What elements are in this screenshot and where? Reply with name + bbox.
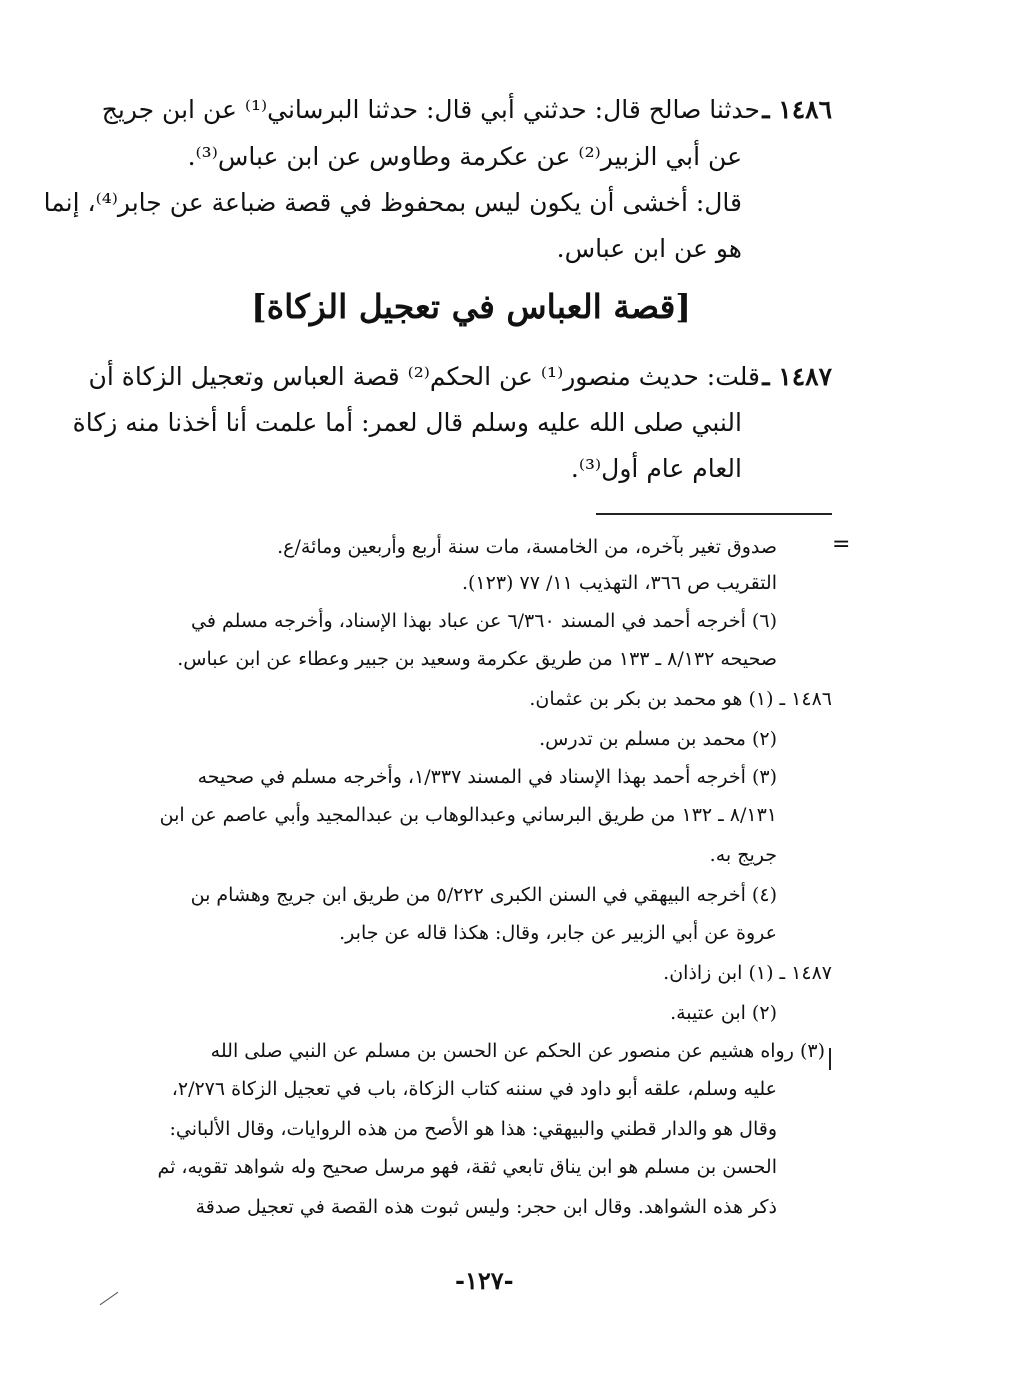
footnote-line-16: وقال هو والدار قطني والبيهقي: هذا هو الأصح من هذه الروايات، وقال الألباني: (169, 1118, 777, 1140)
footnote-line-15: عليه وسلم، علقه أبو داود في سننه كتاب الزكاة، باب في تعجيل الزكاة ٢/٢٧٦، (171, 1078, 777, 1100)
hadith-1486-number: ١٤٨٦ ـ (762, 95, 832, 124)
footnote-line-1: صدوق تغير بآخره، من الخامسة، مات سنة أربع وأربعين ومائة/ع. (277, 536, 777, 558)
footnote-line-18: ذكر هذه الشواهد. وقال ابن حجر: وليس ثبوت هذه القصة في تعجيل صدقة (195, 1196, 777, 1218)
hadith-1486-line-3: قال: أخشى أن يكون ليس بمحفوظ في قصة ضباعة عن جابر⁽⁴⁾، إنما (43, 188, 742, 217)
footnote-line-7: (٣) أخرجه أحمد بهذا الإسناد في المسند ١/٣٣٧، وأخرجه مسلم في صحيحه (197, 766, 777, 788)
footnote-margin-mark (829, 1048, 831, 1070)
hadith-1487-line-3: العام عام أول⁽³⁾. (570, 454, 742, 483)
footnote-line-13: (٢) ابن عتيبة. (670, 1002, 777, 1024)
scan-mark (100, 1292, 119, 1305)
hadith-1487-number: ١٤٨٧ ـ (762, 362, 832, 391)
footnote-continued-mark: = (832, 532, 851, 557)
hadith-1486-line-2: عن أبي الزبير⁽²⁾ عن عكرمة وطاوس عن ابن عباس⁽³⁾. (187, 142, 742, 171)
footnote-line-9: جريج به. (709, 844, 777, 866)
footnote-line-10: (٤) أخرجه البيهقي في السنن الكبرى ٥/٢٢٢ من طريق ابن جريج وهشام بن (190, 884, 777, 906)
footnote-line-2: التقريب ص ٣٦٦، التهذيب ١١/ ٧٧ (١٢٣). (461, 572, 777, 594)
footnote-line-6: (٢) محمد بن مسلم بن تدرس. (539, 728, 777, 750)
footnote-line-5: ١٤٨٦ ـ (١) هو محمد بن بكر بن عثمان. (529, 688, 832, 710)
footnote-line-12: ١٤٨٧ ـ (١) ابن زاذان. (663, 962, 832, 984)
hadith-1487-line-1: قلت: حديث منصور⁽¹⁾ عن الحكم⁽²⁾ قصة العباس وتعجيل الزكاة أن (88, 362, 760, 391)
footnote-line-14: (٣) رواه هشيم عن منصور عن الحكم عن الحسن بن مسلم عن النبي صلى الله (210, 1040, 825, 1062)
footnote-line-3: (٦) أخرجه أحمد في المسند ٦/٣٦٠ عن عباد بهذا الإسناد، وأخرجه مسلم في (191, 610, 777, 632)
section-title: [قصة العباس في تعجيل الزكاة] (251, 287, 691, 326)
page-number: -١٢٧- (455, 1266, 514, 1295)
footnote-line-11: عروة عن أبي الزبير عن جابر، وقال: هكذا قاله عن جابر. (339, 922, 777, 944)
hadith-1487-line-2: النبي صلى الله عليه وسلم قال لعمر: أما علمت أنا أخذنا منه زكاة (72, 408, 742, 437)
hadith-1486-line-4: هو عن ابن عباس. (556, 234, 742, 263)
footnote-divider (596, 513, 832, 515)
footnote-line-4: صحيحه ٨/١٣٢ ـ ١٣٣ من طريق عكرمة وسعيد بن جبير وعطاء عن ابن عباس. (177, 648, 777, 670)
hadith-1486-line-1: حدثنا صالح قال: حدثني أبي قال: حدثنا البرساني⁽¹⁾ عن ابن جريج (101, 95, 760, 124)
footnote-line-8: ٨/١٣١ ـ ١٣٢ من طريق البرساني وعبدالوهاب بن عبدالمجيد وأبي عاصم عن ابن (159, 804, 777, 826)
footnote-line-17: الحسن بن مسلم هو ابن يناق تابعي ثقة، فهو مرسل صحيح وله شواهد تقويه، ثم (157, 1156, 777, 1178)
